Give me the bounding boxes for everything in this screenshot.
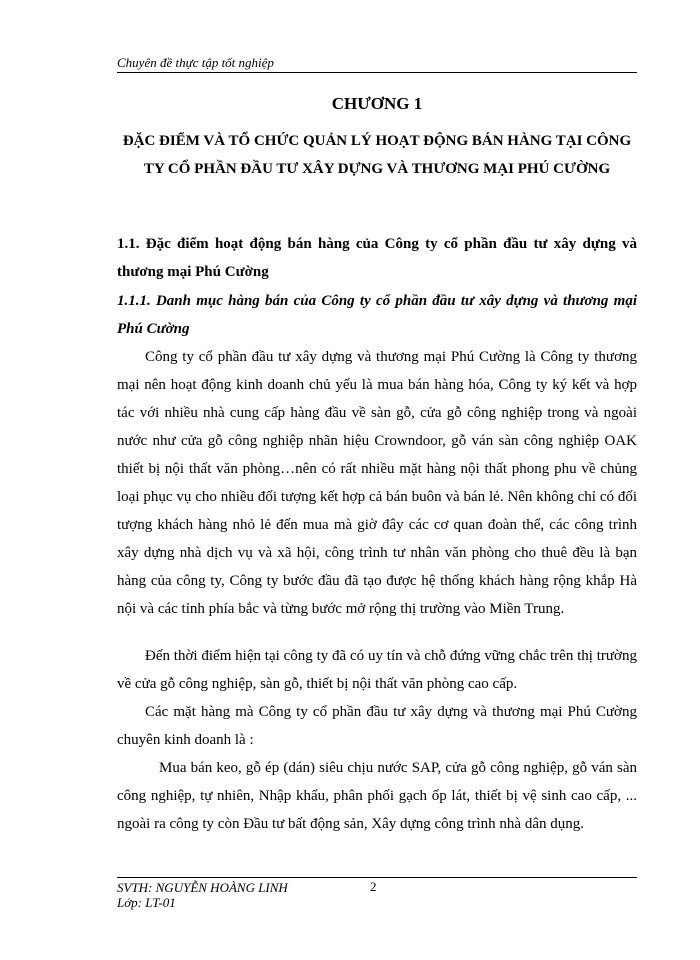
footer-class: Lớp: LT-01 <box>117 895 176 910</box>
page-number: 2 <box>370 879 377 894</box>
paragraph-company-overview: Công ty cổ phần đầu tư xây dựng và thương mại Phú Cường là Công ty thương mại nên hoạt động kinh doanh chủ yếu là mua bán hàng hóa, Công ty ký kết và hợp tác với nhiều nhà cung cấp hàng đầu về sàn gỗ, cửa gỗ công nghiệp trong và ngoài nước như cửa gỗ công nghiệp nhãn hiệu Crowndoor, gỗ ván sàn công nghiệp OAK thiết bị nội thất văn phòng…nên có rất nhiều mặt hàng nội thất phong phu về chủng loại phục vụ cho nhiều đối tượng kết hợp cả bán buôn và bán lẻ. Nên không chỉ có đối tượng khách hàng nhỏ lẻ đến mua mà giờ đây các cơ quan đoàn thể, các công trình xây dựng nhà dịch vụ và xã hội, công trình tư nhân văn phòng cho thuê đều là bạn hàng của công ty, Công ty bước đầu đã tạo được hệ thống khách hàng rộng khắp Hà nội và các tỉnh phía bắc và từng bước mở rộng thị trường vào Miền Trung. <box>117 349 637 617</box>
header-divider <box>117 72 637 73</box>
subsection-heading: 1.1.1. Danh mục hàng bán của Công ty cổ phần đầu tư xây dựng và thương mại Phú Cường <box>117 293 637 337</box>
paragraph-market-position: Đến thời điểm hiện tại công ty đã có uy tín và chỗ đứng vững chắc trên thị trường về cửa gỗ công nghiệp, sàn gỗ, thiết bị nội thất văn phòng cao cấp. <box>117 648 637 692</box>
paragraph-product-list: Mua bán keo, gỗ ép (dán) siêu chịu nước SAP, cửa gỗ công nghiệp, gỗ ván sàn công nghiệp, tự nhiên, Nhập khẩu, phân phối gạch ốp lát, thiết bị vệ sinh cao cấp, ... ngoài ra công ty còn Đầu tư bất động sản, Xây dựng công trình nhà dân dụng. <box>117 760 637 832</box>
chapter-title: ĐẶC ĐIỂM VÀ TỔ CHỨC QUẢN LÝ HOẠT ĐỘNG BÁN HÀNG TẠI CÔNG TY CỔ PHẦN ĐẦU TƯ XÂY DỰNG VÀ THƯƠNG MẠI PHÚ CƯỜNG <box>122 133 632 177</box>
paragraph-product-intro: Các mặt hàng mà Công ty cổ phần đầu tư xây dựng và thương mại Phú Cường chuyên kinh doanh là : <box>117 704 637 748</box>
chapter-number: CHƯƠNG 1 <box>331 94 423 113</box>
footer-author: SVTH: NGUYỄN HOÀNG LINH <box>117 880 288 895</box>
running-header: Chuyên đề thực tập tốt nghiệp <box>117 55 274 70</box>
section-heading: 1.1. Đặc điểm hoạt động bán hàng của Công ty cổ phần đầu tư xây dựng và thương mại Phú Cường <box>117 236 637 280</box>
footer-divider <box>117 877 637 878</box>
